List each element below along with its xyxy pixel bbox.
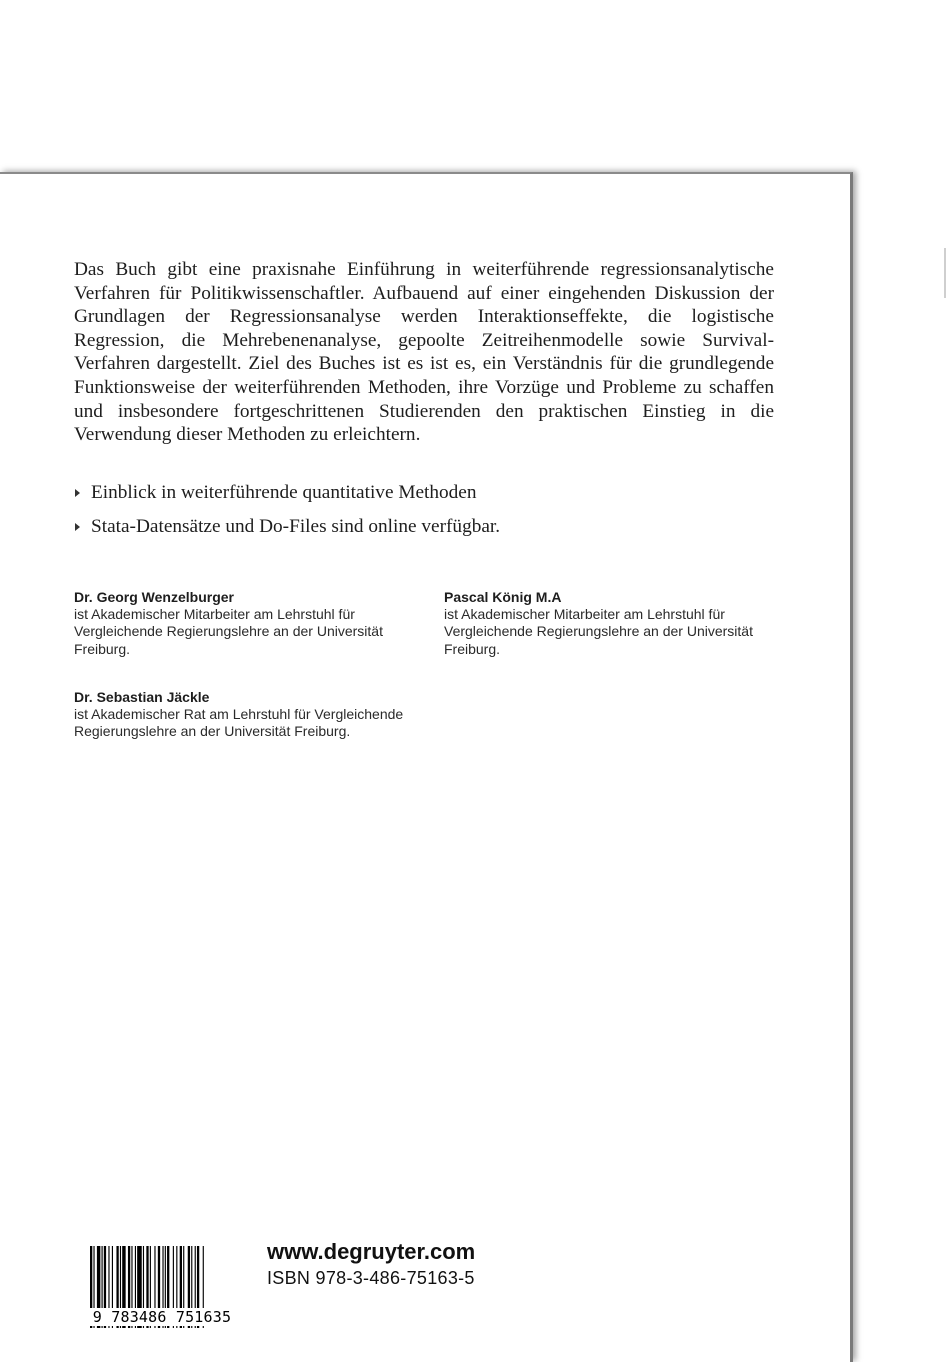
author-jaeckle	[74, 689, 444, 741]
author-name: Dr. Sebastian Jäckle	[74, 689, 210, 705]
feature-text: Stata-Datensätze und Do-Files sind online verfügbar.	[91, 516, 501, 537]
author-bio: ist Akademischer Mitarbeiter am Lehrstuhl für Vergleichende Regierungslehre an der Universität Freiburg.	[444, 606, 753, 657]
bullet-triangle-icon	[75, 489, 80, 497]
feature-item	[74, 515, 774, 539]
author-name: Pascal König M.A	[444, 589, 562, 605]
bullet-triangle-icon	[75, 523, 80, 531]
author-wenzelburger	[74, 589, 424, 658]
feature-list	[74, 481, 774, 549]
author-bio: ist Akademischer Rat am Lehrstuhl für Vergleichende Regierungslehre an der Universität Freiburg.	[74, 706, 404, 740]
author-name: Dr. Georg Wenzelburger	[74, 589, 234, 605]
publisher-url[interactable]: www.degruyter.com	[267, 1239, 476, 1264]
barcode-digits: 9 783486 751635	[88, 1308, 236, 1326]
isbn-number: ISBN 978-3-486-75163-5	[267, 1268, 475, 1288]
book-description: Das Buch gibt eine praxisnahe Einführung in weiterführende regressionsanalytische Verfahren für Politikwissenschaftler. Aufbauend auf einer eingehenden Diskussion der Grundlagen der Regressionsanalyse werden Interaktionseffekte, die logistische Regression, die Mehrebenenanalyse, gepoolte Zeitreihenmodelle sowie Survival-Verfahren dargestellt. Ziel des Buches ist es ist es, ein Verständnis für die grundlegende Funktionsweise der weiterführenden Methoden, ihre Vorzüge und Probleme zu schaffen und insbesondere fortgeschrittenen Studierenden den praktischen Einstieg in die Verwendung dieser Methoden zu erleichtern.	[74, 259, 774, 446]
author-bio: ist Akademischer Mitarbeiter am Lehrstuhl für Vergleichende Regierungslehre an der Universität Freiburg.	[74, 606, 383, 657]
feature-item	[74, 481, 774, 505]
feature-text: Einblick in weiterführende quantitative Methoden	[91, 482, 477, 503]
author-koenig	[444, 589, 794, 658]
